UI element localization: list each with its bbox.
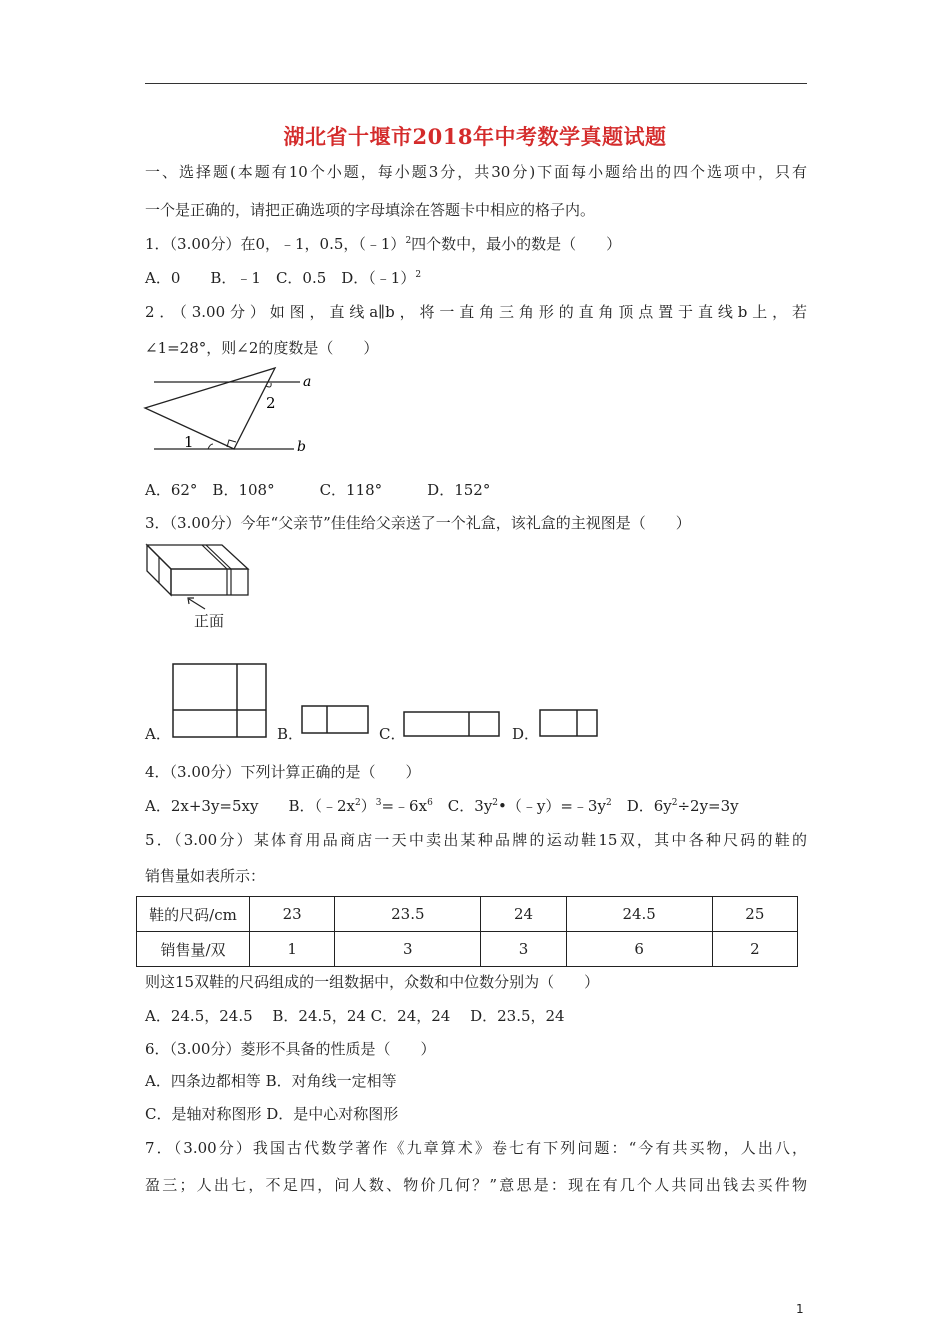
table-cell: 3 (481, 932, 566, 967)
label-b: b (297, 439, 306, 455)
label-angle-1: 1 (184, 433, 194, 451)
q4-exp: 6 (427, 798, 433, 808)
q4-text: A．2x+3y=5xy B．（﹣2x (145, 797, 355, 815)
label-a: a (303, 374, 312, 390)
question-1 (145, 234, 621, 254)
q4-exp: 2 (492, 798, 499, 808)
right-triangle (145, 368, 275, 449)
q3-option-b-figure (301, 705, 371, 735)
q2-figure (140, 362, 320, 462)
question-6-options-cd: C．是轴对称图形 D．是中心对称图形 (145, 1105, 399, 1123)
question-2-line-2: ∠1=28°，则∠2的度数是（ ） (145, 339, 379, 357)
question-5-line-1: 5．（3.00分）某体育用品商店一天中卖出某种品牌的运动鞋15双，其中各种尺码的鞋的 (145, 831, 807, 849)
q4-text: D．6y (611, 797, 672, 815)
q3-option-d-figure (539, 709, 601, 739)
q4-text: •（﹣y）=﹣3y (498, 797, 606, 815)
q1-options-exponent: 2 (415, 270, 422, 280)
ribbon-top-2 (206, 545, 231, 569)
table-header-cell: 鞋的尺码/cm (137, 897, 250, 932)
table-cell: 3 (335, 932, 481, 967)
q3-option-b-label: B． (277, 725, 304, 743)
header-rule (145, 83, 807, 84)
q3-option-d-label: D． (512, 725, 540, 743)
q3-option-a-figure (172, 663, 268, 739)
question-6-options-ab: A．四条边都相等 B．对角线一定相等 (145, 1072, 397, 1090)
q1-options-text: A．0 B．﹣1 C．0.5 D．（﹣1） (145, 269, 416, 287)
q4-text: C．3y (432, 797, 493, 815)
question-3: 3．（3.00分）今年“父亲节”佳佳给父亲送了一个礼盒，该礼盒的主视图是（ ） (145, 514, 691, 532)
table-cell: 24 (481, 897, 566, 932)
q3-option-c-label: C． (379, 725, 406, 743)
table-header-cell: 销售量/双 (137, 932, 250, 967)
table-cell: 2 (712, 932, 797, 967)
question-7-line-2: 盈三；人出七，不足四，问人数、物价几何？”意思是：现在有几个人共同出钱去买件物 (145, 1176, 807, 1194)
question-2-line-1: 2．（3.00分）如图，直线a∥b，将一直角三角形的直角顶点置于直线b上，若 (145, 303, 807, 321)
question-2-options: A．62° B．108° C．118° D．152° (145, 481, 491, 499)
box-top (147, 545, 248, 569)
angle-1-arc (208, 444, 213, 449)
question-1-options (145, 268, 421, 288)
label-angle-2: 2 (266, 394, 276, 412)
section-intro-line-2: 一个是正确的，请把正确选项的字母填涂在答题卡中相应的格子内。 (145, 201, 596, 219)
q4-exp: 2 (355, 798, 361, 808)
section-intro-line-1: 一、选择题(本题有10个小题，每小题3分，共30分)下面每小题给出的四个选项中，只有 (145, 163, 807, 181)
table-cell: 24.5 (566, 897, 712, 932)
table-cell: 23 (250, 897, 335, 932)
question-5-options: A．24.5，24.5 B．24.5，24 C．24，24 D．23.5，24 (145, 1007, 565, 1025)
page-title: 湖北省十堰市2018年中考数学真题试题 (283, 124, 667, 149)
table-cell: 23.5 (335, 897, 481, 932)
question-5-after-table: 则这15双鞋的尺码组成的一组数据中，众数和中位数分别为（ ） (145, 973, 600, 991)
question-5-line-2: 销售量如表所示： (145, 867, 266, 885)
q1-exponent: 2 (405, 236, 412, 246)
q1-text-part: 1．（3.00分）在0，﹣1，0.5，（﹣1） (145, 235, 406, 253)
front-label: 正面 (194, 612, 225, 630)
q3-option-c-figure (403, 711, 503, 739)
q4-exp: 2 (671, 798, 678, 808)
ribbon-top (202, 545, 227, 569)
table-row (137, 897, 798, 932)
table-row (137, 932, 798, 967)
q4-text: =﹣6x (381, 797, 428, 815)
shoe-sales-table (136, 896, 798, 967)
question-4-options (145, 796, 739, 816)
q4-exp: 2 (605, 798, 612, 808)
q3-option-a-label: A． (145, 725, 171, 743)
question-6: 6．（3.00分）菱形不具备的性质是（ ） (145, 1040, 436, 1058)
q4-exp: 3 (375, 798, 382, 808)
box-front (171, 569, 248, 595)
table-cell: 6 (566, 932, 712, 967)
table-cell: 1 (250, 932, 335, 967)
question-7-line-1: 7．（3.00分）我国古代数学著作《九章算术》卷七有下列问题：“今有共买物，人出八， (145, 1139, 807, 1157)
front-arrow (189, 599, 205, 609)
table-cell: 25 (712, 897, 797, 932)
question-4: 4．（3.00分）下列计算正确的是（ ） (145, 763, 421, 781)
page-number: 1 (796, 1302, 804, 1316)
q1-text-end: 四个数中，最小的数是（ ） (411, 235, 622, 253)
q4-text: ÷2y=3y (677, 797, 739, 815)
q4-text: ） (360, 797, 376, 815)
